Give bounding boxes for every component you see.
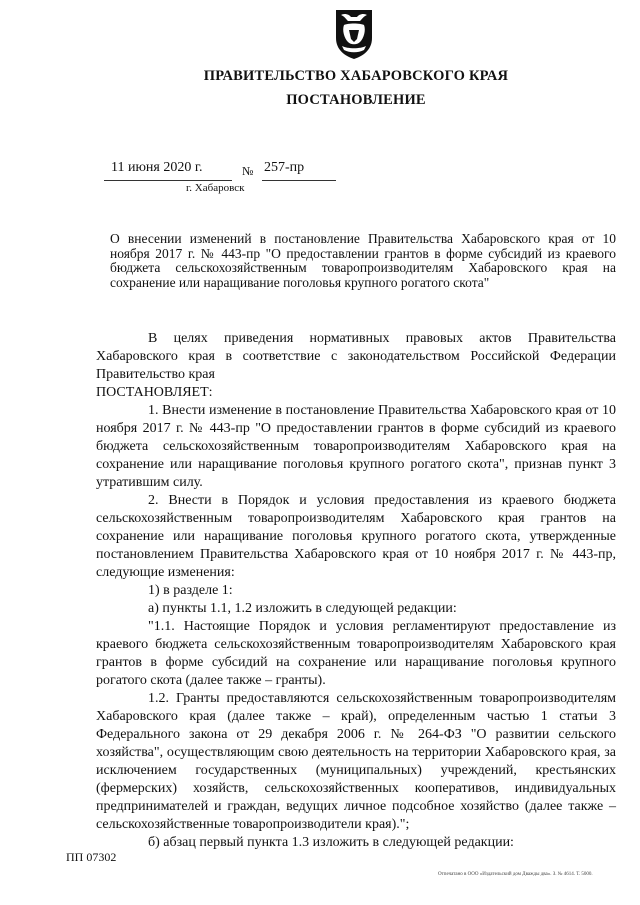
- body-paragraph: 1. Внести изменение в постановление Правительства Хабаровского края от 10 ноября 2017 г. № 443-пр "О предоставлении грантов в форме субсидий из краевого бюджета сельскохозяйственным товаропроизводителям Хабаровского края на сохранение или наращивание поголовья крупного рогатого скота", признав пункт 3 утратившим силу.: [96, 403, 616, 490]
- body-paragraph: 1.2. Гранты предоставляются сельскохозяйственным товаропроизводителям Хабаровского края (далее также – край), определенным частью 1 статьи 3 Федерального закона от 29 декабря 2006 г. № 264-ФЗ "О развитии сельского хозяйства", осуществляющим свою деятельность на территории Хабаровского края, за исключением государственных (муниципальных) учреждений, крестьянских (фермерских) хозяйств, сельскохозяйственных кооперативов, индивидуальных предпринимателей и граждан, ведущих личное подсобное хозяйство (далее также – сельскохозяйственные товаропроизводители края).";: [96, 691, 616, 832]
- document-body: [96, 330, 616, 852]
- org-name: ПРАВИТЕЛЬСТВО ХАБАРОВСКОГО КРАЯ: [203, 68, 509, 84]
- number-underline: [262, 180, 336, 181]
- coat-of-arms-icon: [330, 8, 378, 60]
- printer-imprint: Отпечатано в ООО «Издательский дом Дважды два». З. № 4614. Т. 5000.: [438, 872, 593, 877]
- body-paragraph: 1) в разделе 1:: [148, 583, 233, 598]
- preamble-paragraph: В целях приведения нормативных правовых актов Правительства Хабаровского края в соответствие с законодательством Российской Федерации Правительство края: [96, 331, 616, 382]
- document-code: ПП 07302: [66, 850, 117, 864]
- body-paragraph: "1.1. Настоящие Порядок и условия регламентируют предоставление из краевого бюджета сельскохозяйственным товаропроизводителям Хабаровского края грантов в форме субсидий на сохранение или наращивание поголовья крупного рогатого скота (далее также – гранты).: [96, 619, 616, 688]
- document-subject: О внесении изменений в постановление Правительства Хабаровского края от 10 ноября 2017 г. № 443-пр "О предоставлении грантов в форме субсидий из краевого бюджета сельскохозяйственным товаропроизводителям Хабаровского края на сохранение или наращивание поголовья крупного рогатого скота": [110, 231, 616, 290]
- resolves-heading: ПОСТАНОВЛЯЕТ:: [96, 385, 213, 400]
- body-paragraph: а) пункты 1.1, 1.2 изложить в следующей редакции:: [148, 601, 457, 616]
- body-paragraph: б) абзац первый пункта 1.3 изложить в следующей редакции:: [148, 835, 514, 850]
- document-type: ПОСТАНОВЛЕНИЕ: [286, 92, 426, 108]
- document-date: 11 июня 2020 г.: [111, 160, 203, 175]
- document-number: 257-пр: [264, 160, 305, 175]
- number-sign: №: [242, 164, 254, 178]
- body-paragraph: 2. Внести в Порядок и условия предоставления из краевого бюджета сельскохозяйственным товаропроизводителям Хабаровского края грантов на сохранение или наращивание поголовья крупного рогатого скота, утвержденные постановлением Правительства Хабаровского края от 10 ноября 2017 г. № 443-пр, следующие изменения:: [96, 493, 616, 580]
- document-city: г. Хабаровск: [186, 182, 245, 194]
- date-underline: [104, 180, 232, 181]
